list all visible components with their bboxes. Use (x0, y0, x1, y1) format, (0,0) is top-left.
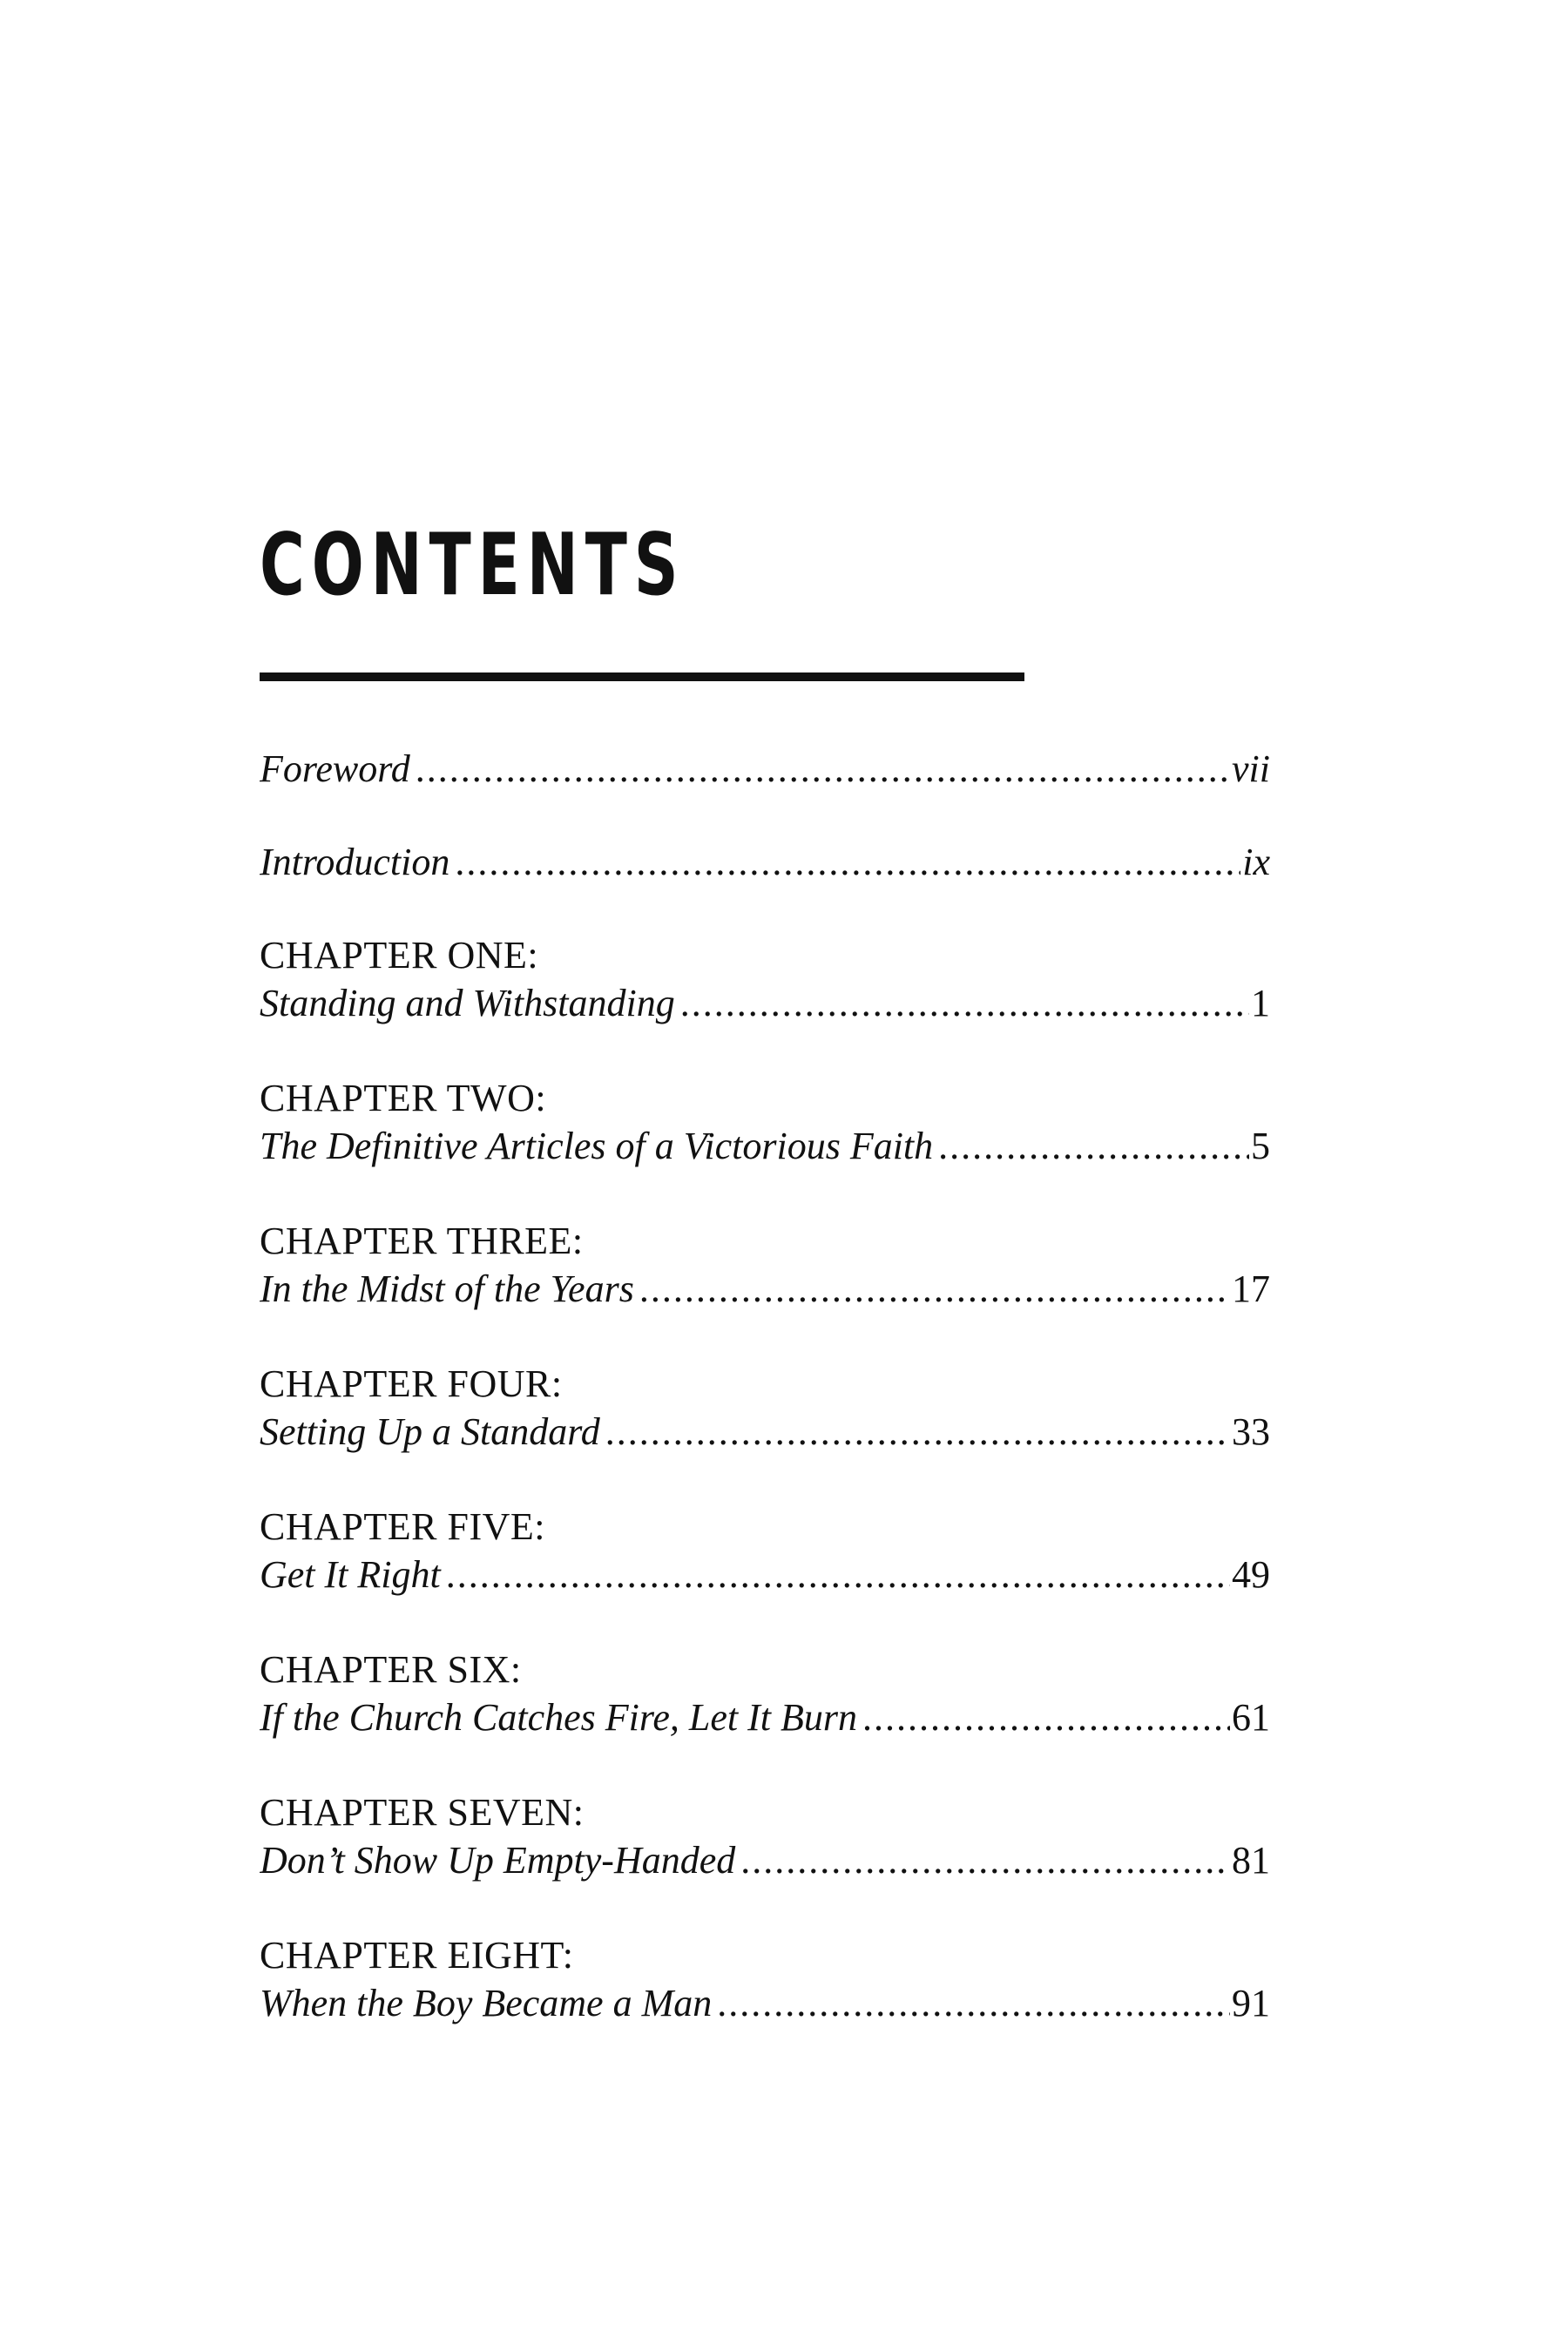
toc-line (260, 1122, 1270, 1170)
dot-leader (446, 1551, 1230, 1598)
toc-line (260, 979, 1270, 1027)
toc-line (260, 1265, 1270, 1313)
chapter-title: Setting Up a Standard (260, 1410, 600, 1453)
toc-entry-title: Foreword (260, 747, 410, 790)
chapter-label: CHAPTER SIX: (260, 1648, 522, 1691)
toc-entry-chapter-eight[interactable] (260, 1931, 1270, 2027)
chapter-title: Standing and Withstanding (260, 982, 675, 1024)
toc-page-number: 33 (1232, 1410, 1270, 1453)
toc-entry-chapter-seven[interactable] (260, 1788, 1270, 1884)
toc-entry-chapter-one[interactable] (260, 931, 1270, 1027)
chapter-label: CHAPTER SEVEN: (260, 1791, 585, 1834)
chapter-title: The Definitive Articles of a Victorious Faith (260, 1125, 934, 1167)
toc-line (260, 1408, 1270, 1456)
chapter-label: CHAPTER THREE: (260, 1220, 584, 1262)
toc-page-number: 49 (1232, 1553, 1270, 1596)
toc-entry-title: Introduction (260, 841, 450, 883)
dot-leader (639, 1265, 1230, 1313)
toc-page-number: 1 (1251, 982, 1270, 1024)
toc-entry-chapter-six[interactable] (260, 1646, 1270, 1741)
chapter-title: If the Church Catches Fire, Let It Burn (260, 1696, 857, 1739)
toc-page-number: 61 (1232, 1696, 1270, 1739)
toc-line (260, 1551, 1270, 1598)
toc-line (260, 1836, 1270, 1884)
toc-line (260, 745, 1270, 793)
dot-leader (680, 979, 1249, 1027)
toc-page-number: 5 (1251, 1125, 1270, 1167)
toc-line (260, 1693, 1270, 1741)
toc-line (260, 838, 1270, 886)
page-title: CONTENTS (260, 516, 686, 615)
chapter-title: In the Midst of the Years (260, 1267, 634, 1310)
toc-entry-chapter-five[interactable] (260, 1503, 1270, 1598)
toc-entry-introduction[interactable] (260, 838, 1270, 886)
dot-leader (938, 1122, 1249, 1170)
dot-leader (717, 1979, 1230, 2027)
title-rule (260, 672, 1024, 681)
table-of-contents (260, 745, 1270, 2074)
toc-entry-chapter-two[interactable] (260, 1074, 1270, 1170)
toc-page-number: vii (1232, 747, 1270, 790)
chapter-label: CHAPTER EIGHT: (260, 1934, 574, 1977)
dot-leader (862, 1693, 1230, 1741)
toc-entry-foreword[interactable] (260, 745, 1270, 793)
chapter-title: When the Boy Became a Man (260, 1982, 713, 2024)
toc-page-number: 81 (1232, 1839, 1270, 1882)
chapter-title: Don’t Show Up Empty-Handed (260, 1839, 736, 1882)
dot-leader (605, 1408, 1230, 1456)
dot-leader (455, 838, 1240, 886)
dot-leader (740, 1836, 1230, 1884)
toc-page-number: ix (1242, 841, 1270, 883)
toc-entry-chapter-three[interactable] (260, 1217, 1270, 1313)
toc-entry-chapter-four[interactable] (260, 1360, 1270, 1456)
toc-page-number: 91 (1232, 1982, 1270, 2024)
toc-line (260, 1979, 1270, 2027)
chapter-label: CHAPTER FOUR: (260, 1362, 563, 1405)
dot-leader (416, 745, 1230, 793)
toc-page-number: 17 (1232, 1267, 1270, 1310)
chapter-label: CHAPTER TWO: (260, 1077, 547, 1119)
chapter-label: CHAPTER ONE: (260, 934, 539, 977)
chapter-label: CHAPTER FIVE: (260, 1505, 545, 1548)
chapter-title: Get It Right (260, 1553, 441, 1596)
